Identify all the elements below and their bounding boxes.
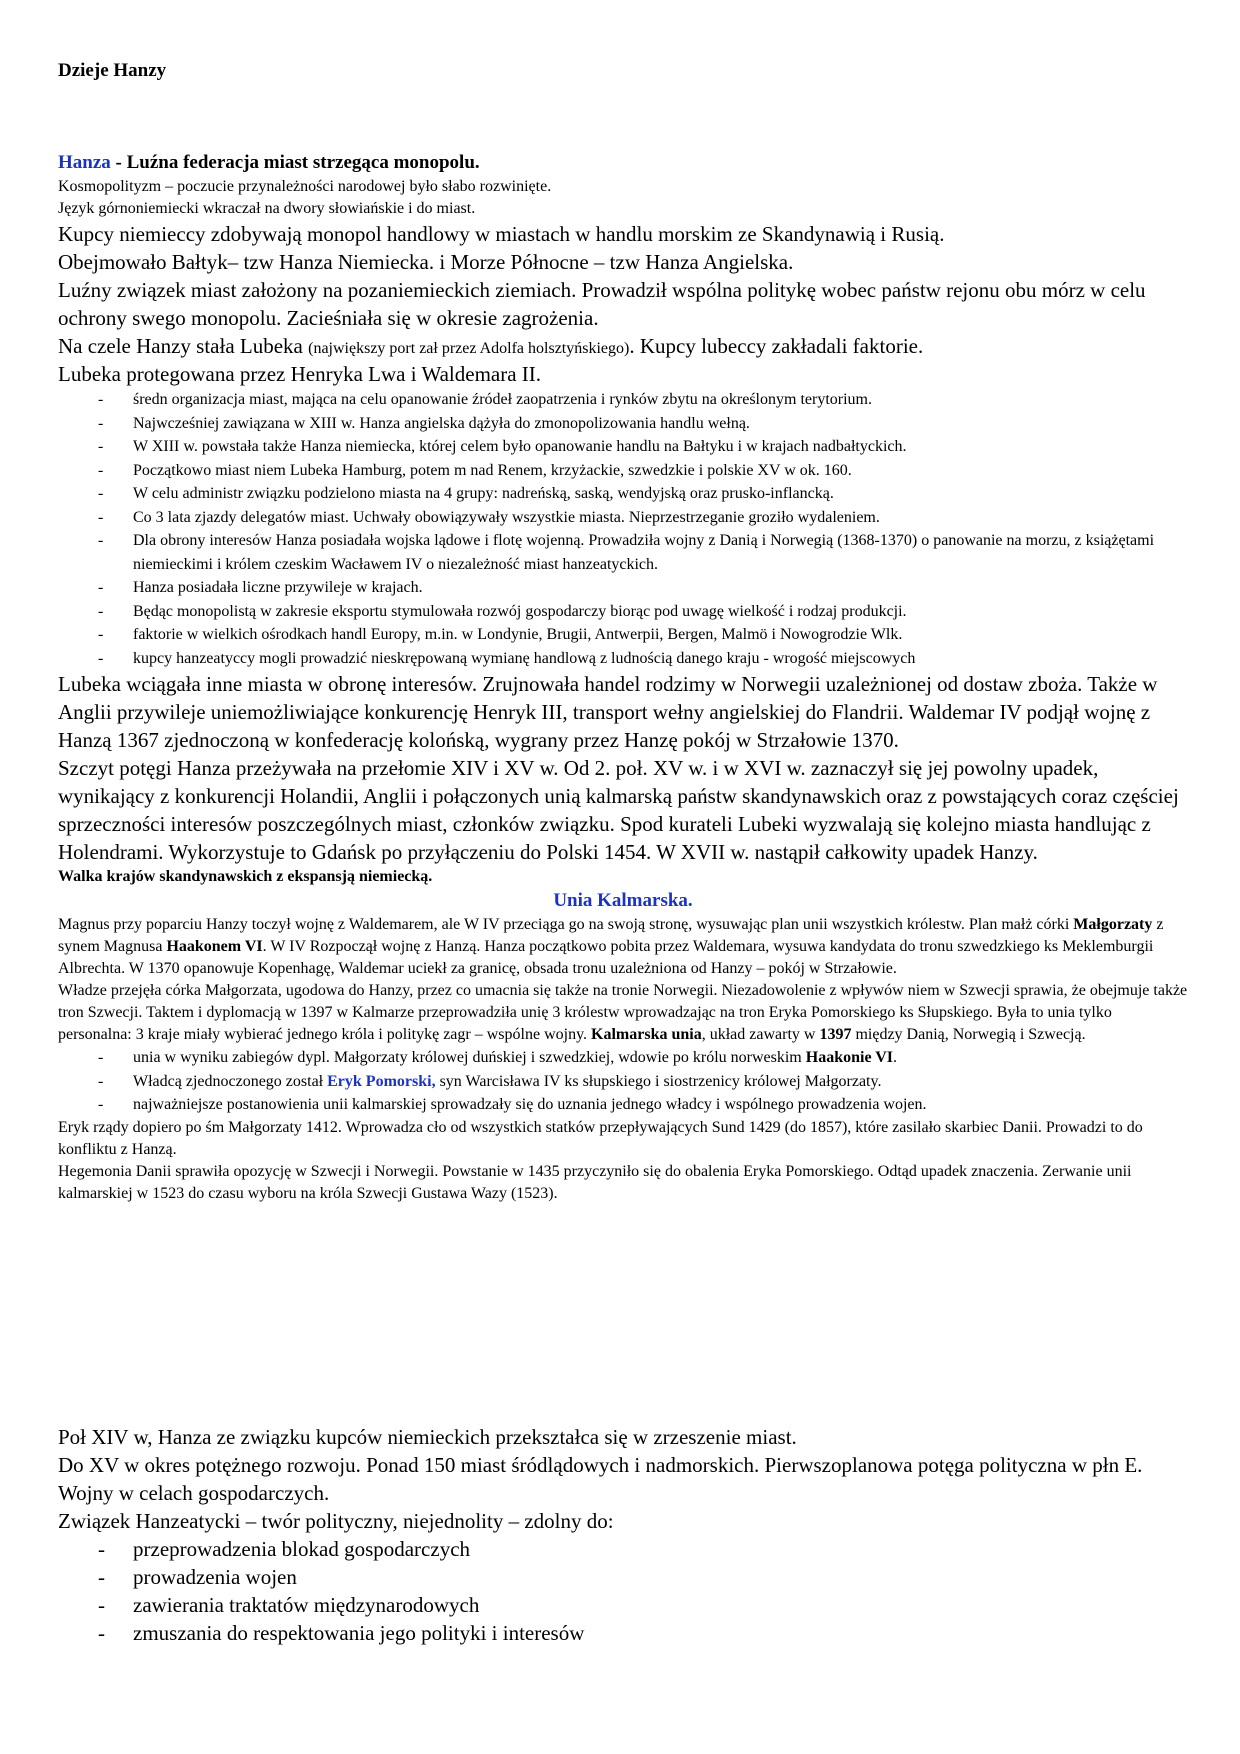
list-item: - W XIII w. powstała także Hanza niemiecka, której celem było opanowanie handlu na Bałtyku i w krajach nadbałtyckich. bbox=[58, 435, 1188, 459]
bullet-list bbox=[58, 1046, 1188, 1117]
list-item: - kupcy hanzeatyccy mogli prowadzić nieskrępowaną wymianę handlową z ludnością danego kraju - wrogość miejscowych bbox=[58, 647, 1188, 671]
text-line: Związek Hanzeatycki – twór polityczny, niejednolity – zdolny do: bbox=[58, 1509, 614, 1533]
document-title: Dzieje Hanzy bbox=[58, 60, 167, 81]
bullet-list bbox=[58, 1535, 1188, 1647]
text-line: Obejmowało Bałtyk– tzw Hanza Niemiecka. i Morze Północne – tzw Hanza Angielska. bbox=[58, 250, 794, 274]
list-item: - faktorie w wielkich ośrodkach handl Europy, m.in. w Londynie, Brugii, Antwerpii, Bergen, Malmö i Nowogrodzie Wlk. bbox=[58, 623, 1188, 647]
paragraph: Do XV w okres potężnego rozwoju. Ponad 150 miast śródlądowych i nadmorskich. Pierwszoplanowa potęga polityczna w płn E. bbox=[58, 1453, 1143, 1477]
lubeka-line: Na czele Hanzy stała Lubeka (największy port zał przez Adolfa holsztyńskiego). Kupcy lubeccy zakładali faktorie. bbox=[58, 334, 924, 358]
list-item: - Co 3 lata zjazdy delegatów miast. Uchwały obowiązywały wszystkie miasta. Nieprzestrzeganie groziło wydaleniem. bbox=[58, 506, 1188, 530]
list-item: - przeprowadzenia blokad gospodarczych bbox=[58, 1535, 1188, 1563]
paragraph: Władze przejęła córka Małgorzata, ugodowa do Hanzy, przez co umacnia się także na tronie Norwegii. Niezadowolenie z wpływów niem w Szwecji sprawia, że obejmuje także tron Szwecji. Taktem i dyplomacją w 1397 w Kalmarze przeprowadziła unię 3 królestw wprowadzając na tron Eryka Pomorskiego ks Słupskiego. Była to unia tylko personalna: 3 kraje miały wybierać jednego króla i politykę zagr – wspólne wojny. Kalmarska unia, układ zawarty w 1397 między Danią, Norwegią i Szwecją. bbox=[58, 982, 1188, 1043]
list-item: - Początkowo miast niem Lubeka Hamburg, potem m nad Renem, krzyżackie, szwedzkie i polskie XV w ok. 160. bbox=[58, 459, 1188, 483]
intro-heading bbox=[58, 150, 1188, 176]
list-item: - Będąc monopolistą w zakresie eksportu stymulowała rozwój gospodarczy biorąc pod uwagę wielkość i rodzaj produkcji. bbox=[58, 600, 1188, 624]
list-item: - unia w wyniku zabiegów dypl. Małgorzaty królowej duńskiej i szwedzkiej, wdowie po królu norweskim Haakonie VI. bbox=[58, 1046, 1188, 1070]
paragraph: Hegemonia Danii sprawiła opozycję w Szwecji i Norwegii. Powstanie w 1435 przyczyniło się do obalenia Eryka Pomorskiego. Odtąd upadek znaczenia. Zerwanie unii kalmarskiej w 1523 do czasu wyboru na króla Szwecji Gustawa Wazy (1523). bbox=[58, 1162, 1132, 1202]
text-line: Kosmopolityzm – poczucie przynależności narodowej było słabo rozwinięte. bbox=[58, 178, 552, 195]
bullet-list bbox=[58, 388, 1188, 670]
text-line: Język górnoniemiecki wkraczał na dwory słowiańskie i do miast. bbox=[58, 200, 476, 217]
intro-definition: - Luźna federacja miast strzegąca monopolu. bbox=[110, 152, 480, 173]
paragraph: Luźny związek miast założony na pozaniemieckich ziemiach. Prowadził wspólna politykę wobec państw rejonu obu mórz w celu ochrony swego monopolu. Zacieśniała się w okresie zagrożenia. bbox=[58, 278, 1146, 330]
paragraph: Eryk rządy dopiero po śm Małgorzaty 1412. Wprowadza cło od wszystkich statków przepływających Sund 1429 (do 1857), które zasilało skarbiec Danii. Prowadzi to do konfliktu z Hanzą. bbox=[58, 1118, 1143, 1158]
paragraph: Szczyt potęgi Hanza przeżywała na przełomie XIV i XV w. Od 2. poł. XV w. i w XVI w. zaznaczył się jej powolny upadek, wynikający z konkurencji Holandii, Anglii i połączonych unią kalmarską państw skandynawskich oraz z powstających coraz częściej sprzeczności interesów poszczególnych miast, członków związku. Spod kurateli Lubeki wyzwalają się kolejno miasta handlując z Holendrami. Wykorzystuje to Gdańsk po przyłączeniu do Polski 1454. W XVII w. nastąpił całkowity upadek Hanzy. bbox=[58, 756, 1179, 864]
link-text: Eryk Pomorski, bbox=[327, 1072, 436, 1090]
list-item: - zawierania traktatów międzynarodowych bbox=[58, 1591, 1188, 1619]
hanza-term: Hanza bbox=[58, 152, 111, 173]
list-item: - Władcą zjednoczonego został Eryk Pomorski, syn Warcisława IV ks słupskiego i siostrzenicy królowej Małgorzaty. bbox=[58, 1070, 1188, 1094]
list-item: - najważniejsze postanowienia unii kalmarskiej sprowadzały się do uznania jednego władcy i wspólnego prowadzenia wojen. bbox=[58, 1093, 1188, 1117]
list-item: - Dla obrony interesów Hanza posiadała wojska lądowe i flotę wojenną. Prowadziła wojny z Danią i Norwegią (1368-1370) o panowanie na morzu, z książętami niemieckimi i królem czeskim Wacławem IV o niezależność miast hanzeatyckich. bbox=[58, 529, 1188, 576]
section-heading: Walka krajów skandynawskich z ekspansją niemiecką. bbox=[58, 868, 433, 885]
list-item: - średn organizacja miast, mająca na celu opanowanie źródeł zaopatrzenia i rynków zbytu na określonym terytorium. bbox=[58, 388, 1188, 412]
unia-heading: Unia Kalmarska. bbox=[553, 890, 693, 911]
main-section bbox=[58, 150, 1188, 1205]
text-line: Poł XIV w, Hanza ze związku kupców niemieckich przekształca się w zrzeszenie miast. bbox=[58, 1425, 797, 1449]
lubeka-note: (największy port zał przez Adolfa holsztyńskiego) bbox=[308, 340, 630, 357]
list-item: - zmuszania do respektowania jego polityki i interesów bbox=[58, 1619, 1188, 1647]
list-item: - prowadzenia wojen bbox=[58, 1563, 1188, 1591]
list-item: - Hanza posiadała liczne przywileje w krajach. bbox=[58, 576, 1188, 600]
text-line: Lubeka protegowana przez Henryka Lwa i Waldemara II. bbox=[58, 362, 542, 386]
list-item: - W celu administr związku podzielono miasta na 4 grupy: nadreńską, saską, wendyjską oraz prusko-inflancką. bbox=[58, 482, 1188, 506]
list-item: - Najwcześniej zawiązana w XIII w. Hanza angielska dążyła do zmonopolizowania handlu wełną. bbox=[58, 412, 1188, 436]
paragraph: Magnus przy poparciu Hanzy toczył wojnę z Waldemarem, ale W IV przeciąga go na swoją stronę, wysuwając plan unii wszystkich królestw. Plan małż córki Małgorzaty z synem Magnusa Haakonem VI. W IV Rozpoczął wojnę z Hanzą. Hanza początkowo pobita przez Waldemara, wysuwa kandydata do tronu szwedzkiego ks Meklemburgii Albrechta. W 1370 opanowuje Kopenhagę, Waldemar uciekł za granicę, obsada tronu uzależniona od Hanzy – pokój w Strzałowie. bbox=[58, 916, 1164, 977]
paragraph: Lubeka wciągała inne miasta w obronę interesów. Zrujnowała handel rodzimy w Norwegii uzależnionej od dostaw zboża. Także w Anglii przywileje uniemożliwiające konkurencję Henryk III, transport wełny angielskiej do Flandrii. Waldemar IV podjął wojnę z Hanzą 1367 zjednoczoną w konfederację kolońską, wygrany przez Hanzę pokój w Strzałowie 1370. bbox=[58, 672, 1158, 752]
summary-section bbox=[58, 1423, 1188, 1647]
text-line: Kupcy niemieccy zdobywają monopol handlowy w miastach w handlu morskim ze Skandynawią i Rusią. bbox=[58, 222, 945, 246]
text-line: Wojny w celach gospodarczych. bbox=[58, 1481, 330, 1505]
